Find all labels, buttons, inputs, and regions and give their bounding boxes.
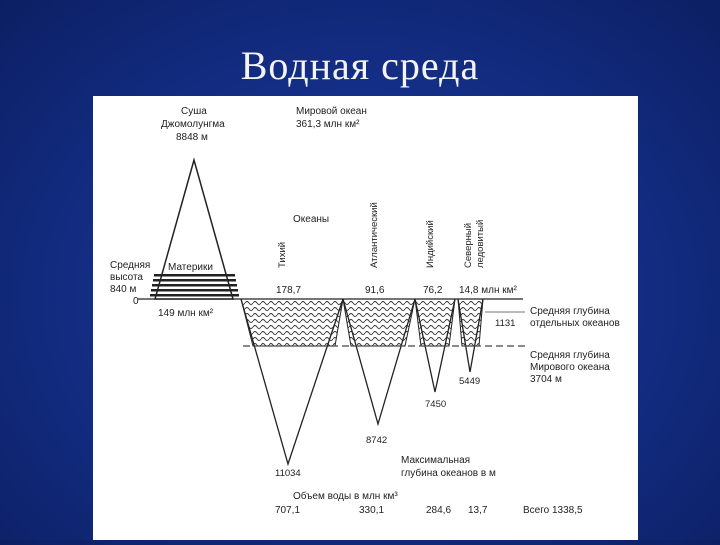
surface-pacific: 178,7	[276, 285, 302, 296]
avg-depth-world-line2: Мирового океана	[530, 362, 610, 373]
ocean-label-line2: 361,3 млн км²	[296, 119, 360, 130]
land-area-label: 149 млн км²	[158, 308, 214, 319]
land-label-line1: Суша	[181, 106, 207, 117]
depth-5449: 5449	[459, 376, 481, 387]
ocean-name-arctic-2: ледовитый	[475, 219, 486, 268]
volume-indian: 284,6	[426, 505, 452, 516]
ocean-label-line1: Мировой океан	[296, 106, 367, 117]
depth-1131: 1131	[495, 318, 516, 329]
surface-indian: 76,2	[423, 285, 443, 296]
max-depth-line1: Максимальная	[401, 455, 471, 466]
avg-height-line2: высота	[110, 272, 143, 283]
mountain-shape	[150, 160, 239, 299]
ocean-name-atlantic: Атлантический	[369, 202, 380, 268]
ocean-name-pacific: Тихий	[277, 241, 288, 268]
volume-arctic: 13,7	[468, 505, 488, 516]
avg-height-zero: 0	[133, 296, 139, 307]
surface-arctic: 14,8 млн км²	[459, 285, 517, 296]
ocean-name-arctic-1: Северный	[463, 222, 474, 268]
avg-depth-each-line2: отдельных океанов	[530, 318, 620, 329]
land-label-line3: 8848 м	[176, 132, 208, 143]
slide-title: Водная среда	[240, 43, 480, 88]
max-depth-line2: глубина океанов в м	[401, 468, 496, 479]
volume-pacific: 707,1	[275, 505, 301, 516]
diagram-panel	[93, 96, 638, 540]
land-label-line2: Джомолунгма	[161, 119, 225, 130]
oceans-word: Океаны	[293, 214, 330, 225]
depth-7450: 7450	[425, 399, 447, 410]
ocean-diagram	[93, 96, 638, 540]
surface-atlantic: 91,6	[365, 285, 385, 296]
ocean-name-indian: Индийский	[425, 220, 436, 268]
continents-label: Материки	[168, 262, 213, 273]
volume-atlantic: 330,1	[359, 505, 385, 516]
depth-11034: 11034	[275, 468, 301, 479]
avg-height-line1: Средняя	[110, 260, 151, 271]
volume-title: Объем воды в млн км³	[293, 491, 398, 502]
avg-depth-world-line1: Средняя глубина	[530, 350, 610, 361]
volume-total: Всего 1338,5	[523, 505, 583, 516]
depth-8742: 8742	[366, 435, 388, 446]
avg-depth-world-line3: 3704 м	[530, 374, 562, 385]
avg-height-line3: 840 м	[110, 284, 137, 295]
avg-depth-each-line1: Средняя глубина	[530, 306, 610, 317]
